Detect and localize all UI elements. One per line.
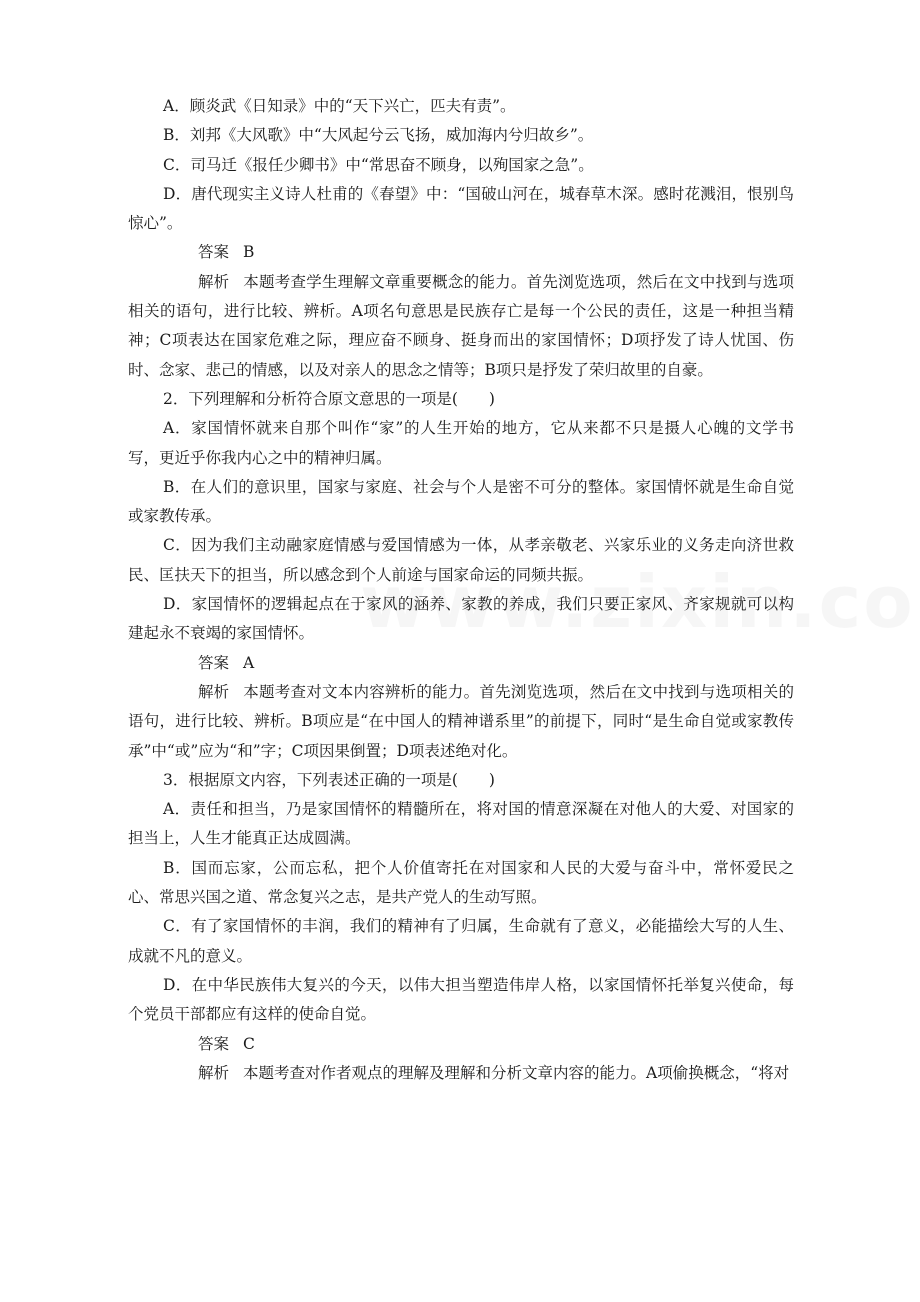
analysis-label: 解析 xyxy=(198,272,230,291)
analysis-paragraph xyxy=(128,678,794,766)
analysis-label: 解析 xyxy=(198,682,230,701)
q2-option-d: D．家国情怀的逻辑起点在于家风的涵养、家教的养成，我们只要正家风、齐家规就可以构建起永不衰竭的家国情怀。 xyxy=(128,595,794,643)
answer-label: 答案 xyxy=(198,653,230,672)
q2-option-a: A．家国情怀就来自那个叫作“家”的人生开始的地方，它从来都不只是摄人心魄的文学书写，更近乎你我内心之中的精神归属。 xyxy=(128,419,794,467)
q3-option-d: D．在中华民族伟大复兴的今天，以伟大担当塑造伟岸人格，以家国情怀托举复兴使命，每个党员干部都应有这样的使命自觉。 xyxy=(128,975,794,1024)
question-3-stem: 3．根据原文内容，下列表述正确的一项是( ) xyxy=(163,770,495,789)
q2-option-b: B．在人们的意识里，国家与家庭、社会与个人是密不可分的整体。家国情怀就是生命自觉或家教传承。 xyxy=(128,477,794,526)
option-c-paragraph: C．司马迁《报任少卿书》中“常思奋不顾身，以殉国家之急”。 xyxy=(163,155,594,174)
analysis-label: 解析 xyxy=(198,1063,230,1082)
answer-line xyxy=(128,238,794,267)
question-2-stem: 2．下列理解和分析符合原文意思的一项是( ) xyxy=(163,389,495,408)
analysis-text: 本题考查对作者观点的理解及理解和分析文章内容的能力。A项偷换概念，“将对 xyxy=(243,1063,790,1082)
option-a-paragraph: A．顾炎武《日知录》中的“天下兴亡，匹夫有责”。 xyxy=(163,97,516,115)
analysis-paragraph xyxy=(128,1059,794,1088)
q3-option-a: A．责任和担当，乃是家国情怀的精髓所在，将对国的情意深凝在对他人的大爱、对国家的担当上，人生才能真正达成圆满。 xyxy=(128,800,794,848)
document-page xyxy=(128,92,794,1088)
analysis-paragraph xyxy=(128,268,794,385)
answer-label: 答案 xyxy=(198,1034,230,1053)
answer-value: A xyxy=(243,653,255,672)
analysis-text: 本题考查学生理解文章重要概念的能力。首先浏览选项，然后在文中找到与选项相关的语句，进行比较、辨析。A项名句意思是民族存亡是每一个公民的责任，这是一种担当精神；C项表达在国家危难之际，理应奋不顾身、挺身而出的家国情怀；D项抒发了诗人忧国、伤时、念家、悲己的情感，以及对亲人的思念之情等；B项只是抒发了荣归故里的自豪。 xyxy=(128,272,794,379)
answer-line xyxy=(128,649,794,678)
analysis-text: 本题考查对文本内容辨析的能力。首先浏览选项，然后在文中找到与选项相关的语句，进行比较、辨析。B项应是“在中国人的精神谱系里”的前提下，同时“是生命自觉或家教传承”中“或”应为“和”字；C项因果倒置；D项表述绝对化。 xyxy=(128,682,794,760)
answer-value: C xyxy=(243,1034,255,1053)
answer-value: B xyxy=(243,243,255,262)
answer-line xyxy=(128,1030,794,1059)
option-d-paragraph: D．唐代现实主义诗人杜甫的《春望》中：“国破山河在，城春草木深。感时花溅泪，恨别鸟惊心”。 xyxy=(128,184,794,233)
q3-option-b: B．国而忘家，公而忘私，把个人价值寄托在对国家和人民的大爱与奋斗中，常怀爱民之心、常思兴国之道、常念复兴之志，是共产党人的生动写照。 xyxy=(128,858,794,907)
q2-option-c: C．因为我们主动融家庭情感与爱国情感为一体，从孝亲敬老、兴家乐业的义务走向济世救民、匡扶天下的担当，所以感念到个人前途与国家命运的同频共振。 xyxy=(128,536,794,584)
option-b-paragraph: B．刘邦《大风歌》中“大风起兮云飞扬，威加海内兮归故乡”。 xyxy=(163,126,594,145)
q3-option-c: C．有了家国情怀的丰润，我们的精神有了归属，生命就有了意义，必能描绘大写的人生、成就不凡的意义。 xyxy=(128,917,794,965)
answer-label: 答案 xyxy=(198,243,230,262)
